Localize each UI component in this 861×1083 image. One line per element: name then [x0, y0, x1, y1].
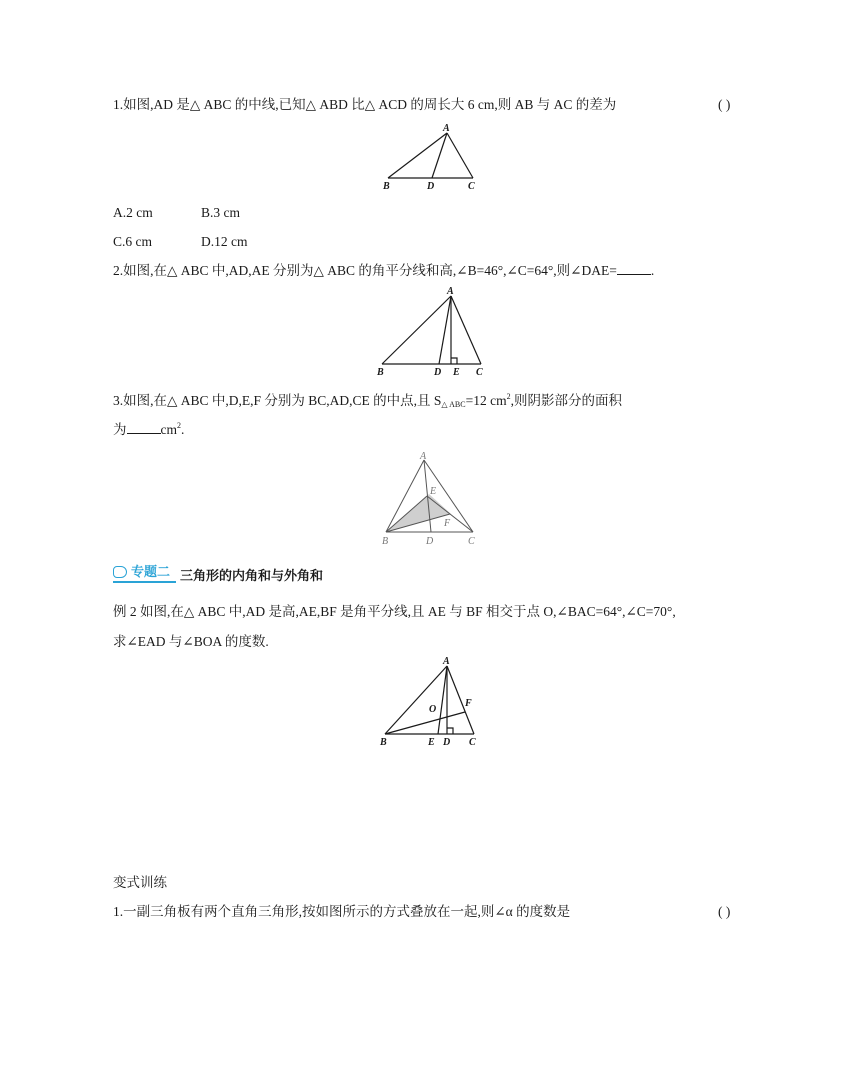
q1-label-d: D	[427, 181, 435, 192]
q2-label-a: A	[447, 286, 454, 297]
q1-option-d: D.12 cm	[201, 234, 248, 249]
q1-option-b: B.3 cm	[201, 205, 240, 220]
q2-text-post: .	[650, 263, 655, 278]
q2-label-c: C	[476, 367, 483, 378]
q1-label-b: B	[383, 181, 390, 192]
q3-text-line2	[113, 417, 184, 439]
q1-figure	[376, 120, 486, 192]
q3-text-post: ,则阴影部分的面积	[510, 393, 622, 408]
q2-text-pre: 2.如图,在△ ABC 中,AD,AE 分别为△ ABC 的角平分线和高,∠B=46°,∠C=64°,则∠DAE=	[113, 263, 617, 278]
q3-line2-end: .	[181, 422, 185, 437]
q2-label-d: D	[434, 367, 442, 378]
q2-text	[113, 262, 654, 280]
practice-q1-text: 1.一副三角板有两个直角三角形,按如图所示的方式叠放在一起,则∠α 的度数是	[113, 904, 571, 919]
q3-text-sup: 2	[506, 392, 511, 401]
ex2-label-c: C	[469, 737, 476, 748]
badge-tag-icon	[113, 566, 127, 578]
q1-option-c: C.6 cm	[113, 234, 152, 249]
section-header	[113, 565, 323, 583]
q2-label-e: E	[453, 367, 460, 378]
q3-label-c: C	[468, 536, 475, 547]
q1-option-a: A.2 cm	[113, 205, 153, 220]
ex2-label-b: B	[380, 737, 387, 748]
q3-answer-blank	[127, 421, 161, 434]
q3-label-a: A	[420, 451, 427, 462]
ex2-label-o: O	[429, 704, 437, 715]
section-badge-label: 专题二	[131, 565, 171, 580]
q2-answer-blank	[617, 262, 651, 275]
q1-text: 1.如图,AD 是△ ABC 的中线,已知△ ABD 比△ ACD 的周长大 6 cm,则 AB 与 AC 的差为	[113, 97, 617, 112]
q1-label-c: C	[468, 181, 475, 192]
ex2-line2: 求∠EAD 与∠BOA 的度数.	[113, 634, 269, 649]
ex2-label-f: F	[465, 698, 472, 709]
q3-text-mid: =12 cm	[465, 393, 507, 408]
q2-figure	[373, 284, 493, 378]
q2-label-b: B	[377, 367, 384, 378]
q3-text-sub: △ ABC	[441, 400, 466, 409]
q1-answer-paren: ( )	[718, 97, 731, 112]
ex2-line1: 例 2 如图,在△ ABC 中,AD 是高,AE,BF 是角平分线,且 AE 与 BF 相交于点 O,∠BAC=64°,∠C=70°,	[113, 604, 676, 619]
q3-label-f: F	[444, 518, 451, 529]
q3-label-d: D	[426, 536, 434, 547]
q3-line2-pre: 为	[113, 422, 127, 437]
ex2-label-e: E	[428, 737, 435, 748]
q3-line2-sup: 2	[177, 421, 181, 430]
section-badge	[113, 565, 176, 583]
q1-label-a: A	[443, 123, 450, 134]
practice-q1-answer-paren: ( )	[718, 904, 731, 919]
q3-text	[113, 388, 622, 414]
q3-figure	[378, 448, 488, 548]
q3-label-b: B	[382, 536, 389, 547]
ex2-figure	[376, 652, 486, 752]
q3-label-e: E	[430, 486, 437, 497]
ex2-label-d: D	[443, 737, 451, 748]
ex2-label-a: A	[443, 656, 450, 667]
q3-text-pre: 3.如图,在△ ABC 中,D,E,F 分别为 BC,AD,CE 的中点,且 S	[113, 393, 442, 408]
section-title: 三角形的内角和与外角和	[180, 568, 324, 584]
practice-heading: 变式训练	[113, 875, 167, 890]
q3-line2-post: cm	[160, 422, 177, 437]
